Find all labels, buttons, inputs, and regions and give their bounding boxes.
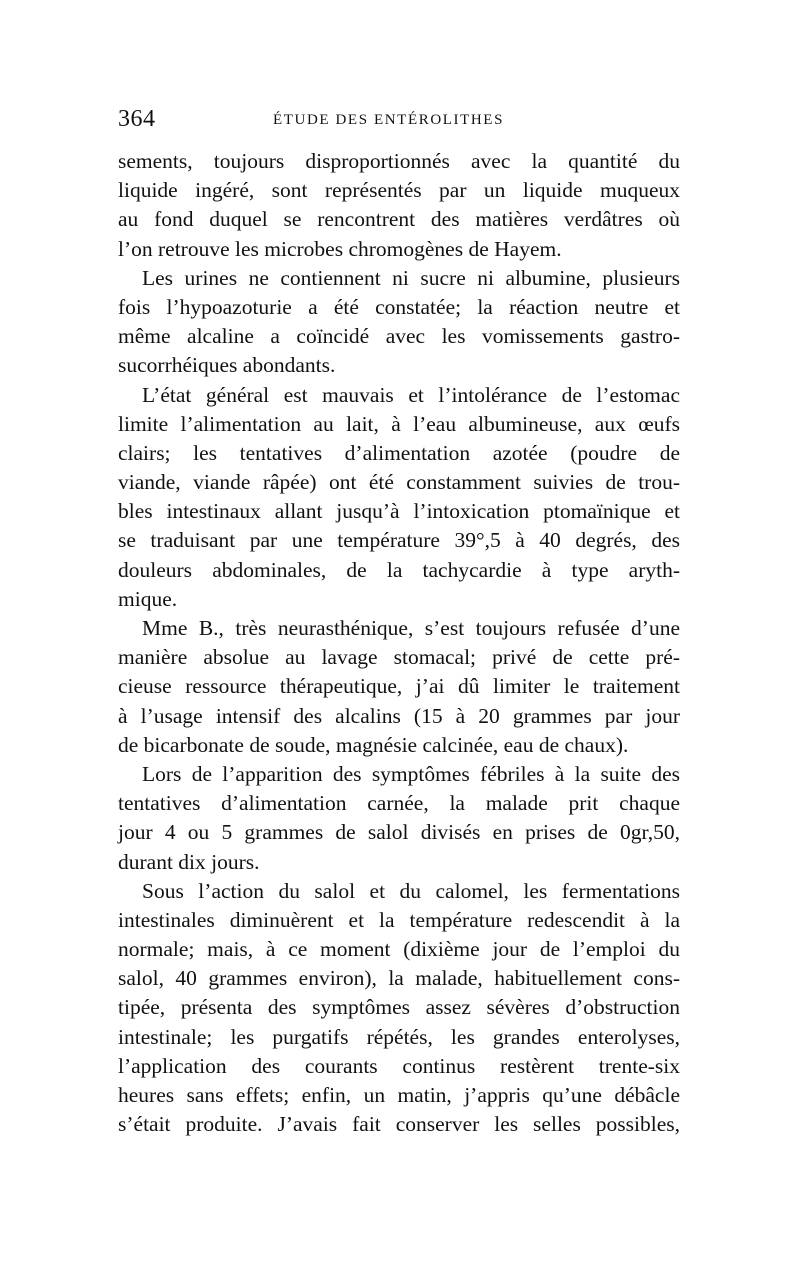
text-line: L’état général est mauvais et l’intolérance de l’estomac (142, 382, 680, 407)
text-line: mique. (118, 586, 178, 611)
text-line: douleurs abdominales, de la tachycardie à type aryth- (118, 557, 680, 582)
text-line: Sous l’action du salol et du calomel, les fermentations (142, 878, 680, 903)
text-line: manière absolue au lavage stomacal; privé de cette pré- (118, 645, 680, 670)
text-line: de bicarbonate de soude, magnésie calcinée, eau de chaux). (118, 732, 629, 757)
text-line: normale; mais, à ce moment (dixième jour de l’emploi du (118, 937, 680, 962)
text-line: au fond duquel se rencontrent des matières verdâtres où (118, 207, 680, 232)
text-line: viande, viande râpée) ont été constamment suivies de trou- (118, 470, 680, 495)
text-line: heures sans effets; enfin, un matin, j’appris qu’une débâcle (118, 1083, 680, 1107)
text-line: sements, toujours disproportionnés avec la quantité du (118, 149, 680, 173)
text-line: durant dix jours. (118, 849, 260, 874)
text-line: Lors de l’apparition des symptômes fébriles à la suite des (142, 761, 680, 786)
running-title: ÉTUDE DES ENTÉROLITHES (273, 112, 505, 128)
text-line: même alcaline a coïncidé avec les vomissements gastro- (118, 324, 680, 349)
text-line: fois l’hypoazoturie a été constatée; la réaction neutre et (118, 294, 680, 319)
text-line: Les urines ne contiennent ni sucre ni albumine, plusieurs (142, 265, 680, 290)
text-line: liquide ingéré, sont représentés par un liquide muqueux (118, 178, 680, 203)
text-line: se traduisant par une température 39°,5 à 40 degrés, des (118, 528, 680, 553)
text-line: s’était produite. J’avais fait conserver les selles possibles, (118, 1112, 680, 1137)
text-line: intestinale; les purgatifs répétés, les grandes enterolyses, (118, 1024, 680, 1049)
text-line: Mme B., très neurasthénique, s’est toujours refusée d’une (142, 616, 680, 640)
text-line: tentatives d’alimentation carnée, la malade prit chaque (118, 791, 680, 816)
text-line: à l’usage intensif des alcalins (15 à 20 grammes par jour (118, 703, 680, 728)
text-line: bles intestinaux allant jusqu’à l’intoxication ptomaïnique et (118, 499, 680, 524)
text-line: jour 4 ou 5 grammes de salol divisés en prises de 0gr,50, (118, 820, 680, 845)
text-line: l’on retrouve les microbes chromogènes de Hayem. (118, 236, 562, 261)
body-text (118, 147, 680, 1139)
text-line: salol, 40 grammes environ), la malade, habituellement cons- (118, 966, 680, 991)
text-line: tipée, présenta des symptômes assez sévères d’obstruction (118, 995, 680, 1020)
text-line: l’application des courants continus restèrent trente-six (118, 1053, 680, 1078)
text-line: cieuse ressource thérapeutique, j’ai dû limiter le traitement (118, 674, 680, 699)
text-line: limite l’alimentation au lait, à l’eau albumineuse, aux œufs (118, 411, 680, 436)
page-number: 364 (118, 106, 156, 132)
text-line: intestinales diminuèrent et la température redescendit à la (118, 907, 680, 932)
text-line: sucorrhéiques abondants. (118, 353, 336, 378)
text-line: clairs; les tentatives d’alimentation azotée (poudre de (118, 440, 680, 465)
page-header (118, 104, 680, 134)
